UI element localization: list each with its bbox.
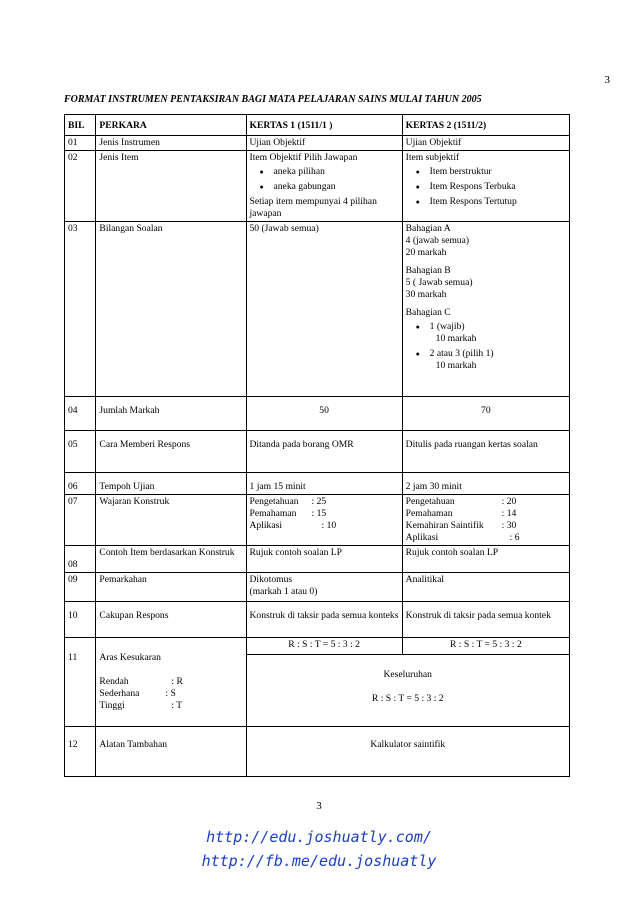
header-kertas-2: KERTAS 2 (1511/2): [402, 115, 569, 136]
section-b-marks: 30 markah: [405, 289, 447, 300]
cell-perkara: Jenis Item: [96, 151, 246, 222]
table-row: [65, 546, 570, 573]
table-row: [65, 136, 570, 151]
item-note: Setiap item mempunyai 4 pilihan jawapan: [249, 196, 377, 219]
cell-kertas-2: R : S : T = 5 : 3 : 2: [402, 638, 569, 655]
cell-kertas-1: 1 jam 15 minit: [246, 473, 402, 495]
construct-label: Aplikasi: [249, 520, 283, 531]
list-item: ● aneka pilihan: [274, 166, 399, 178]
page-number-top: 3: [604, 74, 610, 86]
cell-kertas-2: [402, 222, 569, 397]
cell-kertas-2: 70: [402, 397, 569, 431]
construct-label: Pemahaman: [249, 508, 297, 519]
list-item: [430, 321, 566, 345]
list-item: ● Item Respons Tertutup: [430, 196, 566, 208]
table-row: [65, 573, 570, 602]
difficulty-code: : T: [171, 700, 183, 711]
section-a-title: Bahagian A: [405, 223, 451, 234]
difficulty-label: Tinggi: [99, 700, 125, 711]
construct-value: : 30: [501, 520, 517, 531]
difficulty-label: Rendah: [99, 676, 129, 687]
cell-perkara: Pemarkahan: [96, 573, 246, 602]
cell-bil: 03: [65, 222, 96, 397]
construct-value: : 10: [321, 520, 337, 531]
difficulty-label: Sederhana: [99, 688, 140, 699]
footer-link-facebook[interactable]: http://fb.me/edu.joshuatly: [201, 852, 437, 870]
table-row: [65, 473, 570, 495]
cell-kertas-1: Konstruk di taksir pada semua konteks: [246, 602, 402, 638]
cell-kertas-2: [402, 495, 569, 546]
list-item-sub: 10 markah: [435, 360, 477, 371]
item-type-title: Item Objektif Pilih Jawapan: [249, 152, 358, 163]
cell-kertas-1: R : S : T = 5 : 3 : 2: [246, 638, 402, 655]
header-kertas-1: KERTAS 1 (1511/1 ): [246, 115, 402, 136]
difficulty-title: Aras Kesukaran: [99, 652, 161, 663]
table-row: [65, 151, 570, 222]
cell-kertas-2: Rujuk contoh soalan LP: [402, 546, 569, 573]
cell-bil: 06: [65, 473, 96, 495]
header-bil: BIL: [65, 115, 96, 136]
table-row: [65, 602, 570, 638]
section-b-title: Bahagian B: [405, 265, 451, 276]
item-type-title: Item subjektif: [405, 152, 460, 163]
cell-perkara: [96, 638, 246, 727]
list-item-sub: 10 markah: [435, 333, 477, 344]
construct-value: : 25: [311, 496, 327, 507]
cell-kertas-1: Rujuk contoh soalan LP: [246, 546, 402, 573]
cell-merged: Kalkulator saintifik: [246, 727, 570, 777]
cell-kertas-2: Ujian Objektif: [402, 136, 569, 151]
construct-value: : 14: [501, 508, 517, 519]
list-item: ● Item Respons Terbuka: [430, 181, 566, 193]
cell-kertas-1: [246, 573, 402, 602]
scoring-type: Dikotomus: [249, 574, 293, 585]
cell-perkara: Contoh Item berdasarkan Konstruk: [96, 546, 246, 573]
construct-label: Pemahaman: [405, 508, 453, 519]
list-item-text: 1 (wajib): [429, 321, 465, 332]
cell-perkara: Tempoh Ujian: [96, 473, 246, 495]
cell-kertas-1: Ujian Objektif: [246, 136, 402, 151]
cell-bil: 10: [65, 602, 96, 638]
table-row: [65, 222, 570, 397]
table-header-row: [65, 115, 570, 136]
cell-bil: 09: [65, 573, 96, 602]
cell-kertas-1: [246, 495, 402, 546]
bullet-list: [406, 321, 566, 372]
cell-perkara: Bilangan Soalan: [96, 222, 246, 397]
difficulty-code: : S: [165, 688, 176, 699]
cell-perkara: Jenis Instrumen: [96, 136, 246, 151]
section-c-title: Bahagian C: [405, 307, 451, 318]
section-a-questions: 4 (jawab semua): [405, 235, 470, 246]
cell-overall: [246, 655, 570, 727]
table-row: [65, 431, 570, 473]
cell-bil: 01: [65, 136, 96, 151]
cell-bil: 07: [65, 495, 96, 546]
cell-kertas-1: Ditanda pada borang OMR: [246, 431, 402, 473]
cell-kertas-2: [402, 151, 569, 222]
table-row: [65, 495, 570, 546]
table-row: [65, 727, 570, 777]
cell-perkara: Wajaran Konstruk: [96, 495, 246, 546]
construct-value: : 20: [501, 496, 517, 507]
construct-label: Pengetahuan: [249, 496, 299, 507]
list-item: ● aneka gabungan: [274, 181, 399, 193]
bullet-list: [406, 166, 566, 208]
header-perkara: PERKARA: [96, 115, 246, 136]
table-row: [65, 638, 570, 655]
scoring-note: (markah 1 atau 0): [249, 586, 318, 597]
overall-title: Keseluruhan: [383, 669, 432, 680]
document-title: FORMAT INSTRUMEN PENTAKSIRAN BAGI MATA PELAJARAN SAINS MULAI TAHUN 2005: [64, 94, 482, 105]
cell-kertas-1: 50 (Jawab semua): [246, 222, 402, 397]
cell-bil: 05: [65, 431, 96, 473]
cell-kertas-1: [246, 151, 402, 222]
cell-bil: 04: [65, 397, 96, 431]
list-item: [430, 348, 566, 372]
cell-perkara: Alatan Tambahan: [96, 727, 246, 777]
cell-perkara: Cakupan Respons: [96, 602, 246, 638]
cell-kertas-2: Analitikal: [402, 573, 569, 602]
page-number-bottom: 3: [316, 800, 322, 812]
cell-kertas-2: 2 jam 30 minit: [402, 473, 569, 495]
assessment-format-table: [64, 114, 570, 777]
construct-value: : 6: [509, 532, 520, 543]
construct-label: Aplikasi: [405, 532, 439, 543]
bullet-list: [250, 166, 399, 193]
construct-label: Pengetahuan: [405, 496, 455, 507]
cell-bil: 11: [65, 638, 96, 727]
cell-kertas-2: Ditulis pada ruangan kertas soalan: [402, 431, 569, 473]
cell-kertas-2: Konstruk di taksir pada semua kontek: [402, 602, 569, 638]
list-item-text: 2 atau 3 (pilih 1): [429, 348, 494, 359]
table-row: [65, 397, 570, 431]
difficulty-code: : R: [171, 676, 183, 687]
section-b-questions: 5 ( Jawab semua): [405, 277, 473, 288]
construct-label: Kemahiran Saintifik: [405, 520, 484, 531]
footer-link-website[interactable]: http://edu.joshuatly.com/: [206, 828, 432, 846]
cell-perkara: Cara Memberi Respons: [96, 431, 246, 473]
cell-bil: 08: [65, 546, 96, 573]
construct-value: : 15: [311, 508, 327, 519]
cell-perkara: Jumlah Markah: [96, 397, 246, 431]
section-a-marks: 20 markah: [405, 247, 447, 258]
overall-ratio: R : S : T = 5 : 3 : 2: [371, 693, 444, 704]
list-item: ● Item berstruktur: [430, 166, 566, 178]
cell-kertas-1: 50: [246, 397, 402, 431]
cell-bil: 12: [65, 727, 96, 777]
cell-bil: 02: [65, 151, 96, 222]
